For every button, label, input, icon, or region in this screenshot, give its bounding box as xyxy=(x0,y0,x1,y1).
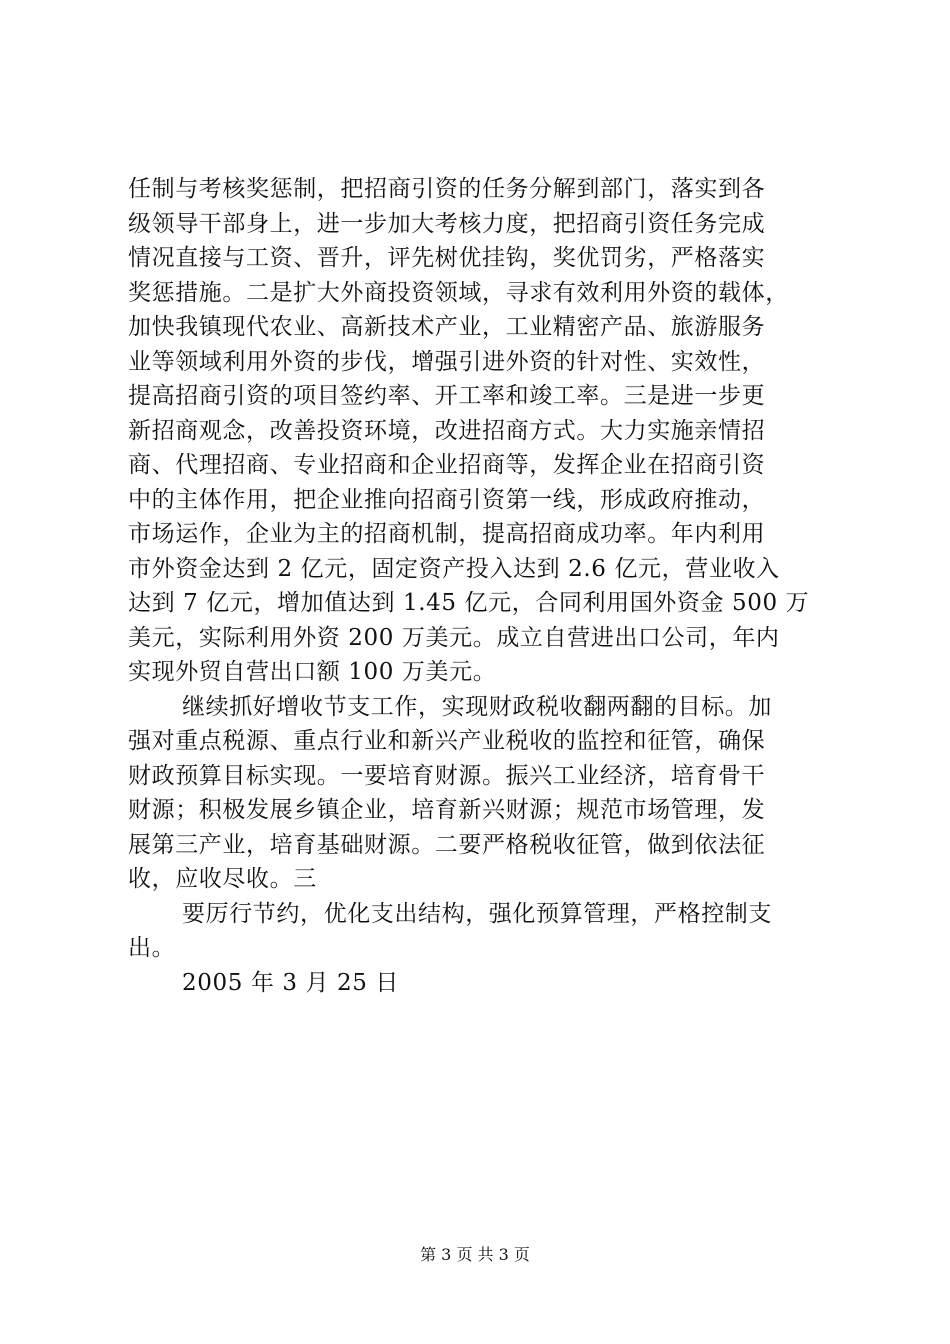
text-line: 强对重点税源、重点行业和新兴产业税收的监控和征管，确保 xyxy=(128,728,766,754)
text-line: 要厉行节约，优化支出结构，强化预算管理，严格控制支 xyxy=(182,900,772,927)
text-line: 出。 xyxy=(128,935,176,961)
text-line: 商、代理招商、专业招商和企业招商等，发挥企业在招商引资 xyxy=(128,452,766,478)
text-line: 继续抓好增收节支工作，实现财政税收翻两翻的目标。加 xyxy=(182,693,772,720)
text-line: 财政预算目标实现。一要培育财源。振兴工业经济，培育骨干 xyxy=(128,762,766,789)
page-footer: 第 3 页 共 3 页 xyxy=(420,1245,530,1264)
text-line: 美元，实际利用外资 200 万美元。成立自营进出口公司，年内 xyxy=(128,624,780,651)
text-line: 市外资金达到 2 亿元，固定资产投入达到 2.6 亿元，营业收入 xyxy=(128,555,780,582)
text-line: 新招商观念，改善投资环境，改进招商方式。大力实施亲情招 xyxy=(128,417,766,444)
text-line: 实现外贸自营出口额 100 万美元。 xyxy=(128,659,497,685)
text-line: 中的主体作用，把企业推向招商引资第一线，形成政府推动， xyxy=(128,486,766,513)
text-line: 任制与考核奖惩制，把招商引资的任务分解到部门，落实到各 xyxy=(128,176,766,202)
text-line: 级领导干部身上，进一步加大考核力度，把招商引资任务完成 xyxy=(128,210,766,237)
text-line: 展第三产业，培育基础财源。二要严格税收征管，做到依法征 xyxy=(128,831,766,858)
text-line: 财源；积极发展乡镇企业，培育新兴财源；规范市场管理，发 xyxy=(128,797,766,823)
text-line: 情况直接与工资、晋升，评先树优挂钩，奖优罚劣，严格落实 xyxy=(128,245,766,271)
text-line: 加快我镇现代农业、高新技术产业，工业精密产品、旅游服务 xyxy=(128,314,766,340)
document-date: 2005 年 3 月 25 日 xyxy=(182,969,399,996)
text-line: 达到 7 亿元，增加值达到 1.45 亿元，合同利用国外资金 500 万 xyxy=(128,590,810,616)
text-line: 市场运作，企业为主的招商机制，提高招商成功率。年内利用 xyxy=(128,521,766,547)
text-line: 提高招商引资的项目签约率、开工率和竣工率。三是进一步更 xyxy=(128,383,766,409)
text-line: 收，应收尽收。三 xyxy=(128,866,317,892)
document-body xyxy=(128,172,848,1000)
text-line: 业等领域利用外资的步伐，增强引进外资的针对性、实效性， xyxy=(128,348,766,375)
text-line: 奖惩措施。二是扩大外商投资领域，寻求有效利用外资的载体， xyxy=(128,279,789,306)
